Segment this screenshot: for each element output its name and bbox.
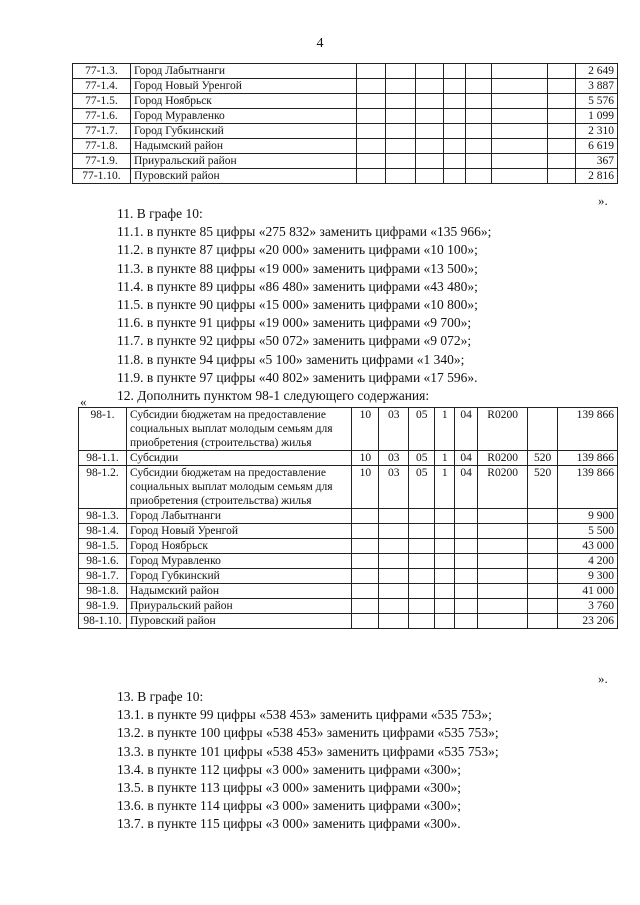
code-cell: [478, 584, 528, 599]
code-cell: [528, 614, 558, 629]
table-row: [73, 94, 618, 109]
section-13-item: 13.5. в пункте 113 цифры «3 000» заменить цифрами «300»;: [117, 780, 462, 796]
section-11-item: 11.7. в пункте 92 цифры «50 072» заменить цифрами «9 072»;: [117, 333, 472, 349]
code-cell: 10: [352, 408, 379, 451]
table-row: [79, 614, 618, 629]
code-cell: 10: [352, 451, 379, 466]
code-cell: [455, 524, 478, 539]
code-cell: [444, 79, 466, 94]
code-cell: [455, 509, 478, 524]
row-number: 77-1.4.: [73, 79, 131, 94]
code-cell: [409, 614, 435, 629]
code-cell: [409, 554, 435, 569]
code-cell: [435, 584, 455, 599]
row-value: 3 887: [575, 79, 617, 94]
section-13-item: 13.2. в пункте 100 цифры «538 453» заменить цифрами «535 753»;: [117, 725, 499, 741]
code-cell: [492, 124, 548, 139]
code-cell: [528, 509, 558, 524]
table-row: [79, 524, 618, 539]
row-value: 139 866: [558, 451, 618, 466]
code-cell: [352, 569, 379, 584]
section-13-item: 13.1. в пункте 99 цифры «538 453» заменить цифрами «535 753»;: [117, 707, 492, 723]
code-cell: [356, 124, 386, 139]
row-value: 2 310: [575, 124, 617, 139]
code-cell: [386, 139, 416, 154]
table-row: [73, 154, 618, 169]
section-11-item: 11.5. в пункте 90 цифры «15 000» заменить цифрами «10 800»;: [117, 297, 478, 313]
code-cell: [379, 569, 409, 584]
code-cell: 05: [409, 408, 435, 451]
code-cell: [352, 614, 379, 629]
row-name: Надымский район: [126, 584, 351, 599]
row-number: 98-1.2.: [79, 466, 127, 509]
code-cell: [455, 569, 478, 584]
code-cell: [386, 64, 416, 79]
code-cell: [492, 64, 548, 79]
code-cell: [435, 599, 455, 614]
code-cell: [492, 154, 548, 169]
row-number: 77-1.8.: [73, 139, 131, 154]
row-number: 98-1.7.: [79, 569, 127, 584]
code-cell: [356, 169, 386, 184]
code-cell: [444, 169, 466, 184]
code-cell: [379, 584, 409, 599]
code-cell: 05: [409, 466, 435, 509]
row-value: 6 619: [575, 139, 617, 154]
table-row: [73, 124, 618, 139]
code-cell: [548, 169, 576, 184]
code-cell: [528, 584, 558, 599]
code-cell: 03: [379, 466, 409, 509]
code-cell: [455, 584, 478, 599]
code-cell: [356, 79, 386, 94]
code-cell: [478, 614, 528, 629]
code-cell: [416, 79, 444, 94]
table-row: [79, 408, 618, 451]
code-cell: [455, 614, 478, 629]
row-name: Город Муравленко: [126, 554, 351, 569]
code-cell: [379, 539, 409, 554]
code-cell: [416, 154, 444, 169]
code-cell: [416, 64, 444, 79]
code-cell: R0200: [478, 408, 528, 451]
table-row: [79, 539, 618, 554]
code-cell: [352, 599, 379, 614]
code-cell: [379, 599, 409, 614]
row-value: 1 099: [575, 109, 617, 124]
code-cell: [444, 124, 466, 139]
budget-table-98-1: [78, 407, 618, 629]
code-cell: [352, 509, 379, 524]
section-11-item: 11.8. в пункте 94 цифры «5 100» заменить цифрами «1 340»;: [117, 351, 465, 367]
code-cell: 520: [528, 466, 558, 509]
row-value: 9 300: [558, 569, 618, 584]
code-cell: R0200: [478, 451, 528, 466]
code-cell: 10: [352, 466, 379, 509]
table-row: [73, 64, 618, 79]
row-name: Приуральский район: [130, 154, 356, 169]
code-cell: [455, 554, 478, 569]
row-number: 98-1.: [79, 408, 127, 451]
code-cell: 520: [528, 451, 558, 466]
row-number: 77-1.6.: [73, 109, 131, 124]
code-cell: [548, 79, 576, 94]
section-11-item: 11.1. в пункте 85 цифры «275 832» заменить цифрами «135 966»;: [117, 224, 492, 240]
code-cell: [466, 109, 492, 124]
code-cell: [492, 109, 548, 124]
code-cell: [386, 169, 416, 184]
table2-closing-mark: ».: [598, 671, 608, 686]
code-cell: 03: [379, 451, 409, 466]
code-cell: [409, 599, 435, 614]
code-cell: [416, 139, 444, 154]
code-cell: [466, 94, 492, 109]
code-cell: [386, 154, 416, 169]
code-cell: [528, 408, 558, 451]
row-value: 5 576: [575, 94, 617, 109]
code-cell: [478, 524, 528, 539]
row-value: 367: [575, 154, 617, 169]
section-11-item: 11.3. в пункте 88 цифры «19 000» заменить цифрами «13 500»;: [117, 260, 478, 276]
row-name: Город Новый Уренгой: [126, 524, 351, 539]
code-cell: 03: [379, 408, 409, 451]
code-cell: [466, 124, 492, 139]
section-11-item: 11.2. в пункте 87 цифры «20 000» заменить цифрами «10 100»;: [117, 242, 478, 258]
row-name: Пуровский район: [126, 614, 351, 629]
code-cell: [379, 554, 409, 569]
code-cell: [466, 79, 492, 94]
section-13-item: 13.6. в пункте 114 цифры «3 000» заменить цифрами «300»;: [117, 798, 462, 814]
code-cell: [352, 554, 379, 569]
code-cell: [548, 139, 576, 154]
code-cell: [416, 169, 444, 184]
code-cell: [478, 554, 528, 569]
table-row: [73, 169, 618, 184]
row-name: Надымский район: [130, 139, 356, 154]
row-number: 98-1.8.: [79, 584, 127, 599]
row-number: 77-1.9.: [73, 154, 131, 169]
table-row: [79, 451, 618, 466]
code-cell: 1: [435, 408, 455, 451]
row-name: Приуральский район: [126, 599, 351, 614]
code-cell: [528, 539, 558, 554]
code-cell: 04: [455, 408, 478, 451]
row-value: 2 816: [575, 169, 617, 184]
code-cell: [409, 584, 435, 599]
code-cell: [386, 109, 416, 124]
code-cell: [356, 139, 386, 154]
table-row: [79, 584, 618, 599]
row-value: 3 760: [558, 599, 618, 614]
code-cell: [409, 569, 435, 584]
row-name: Город Губкинский: [130, 124, 356, 139]
row-number: 77-1.3.: [73, 64, 131, 79]
code-cell: [386, 124, 416, 139]
row-name: Город Ноябрьск: [130, 94, 356, 109]
section-11-item: 11.4. в пункте 89 цифры «86 480» заменить цифрами «43 480»;: [117, 278, 478, 294]
page-number: 4: [316, 36, 324, 51]
code-cell: [356, 64, 386, 79]
code-cell: [492, 94, 548, 109]
code-cell: [528, 599, 558, 614]
budget-table-77: [72, 63, 618, 184]
code-cell: [356, 154, 386, 169]
code-cell: [356, 109, 386, 124]
row-name: Субсидии: [126, 451, 351, 466]
row-value: 5 500: [558, 524, 618, 539]
code-cell: 1: [435, 451, 455, 466]
code-cell: 05: [409, 451, 435, 466]
code-cell: [435, 569, 455, 584]
row-name: Город Новый Уренгой: [130, 79, 356, 94]
code-cell: [435, 614, 455, 629]
code-cell: [435, 539, 455, 554]
row-number: 98-1.3.: [79, 509, 127, 524]
row-number: 98-1.5.: [79, 539, 127, 554]
open-quote: «: [80, 394, 87, 409]
row-value: 139 866: [558, 408, 618, 451]
code-cell: [386, 79, 416, 94]
row-value: 139 866: [558, 466, 618, 509]
code-cell: [444, 139, 466, 154]
code-cell: [478, 599, 528, 614]
code-cell: [386, 94, 416, 109]
section-13-item: 13.3. в пункте 101 цифры «538 453» заменить цифрами «535 753»;: [117, 743, 499, 759]
code-cell: [548, 64, 576, 79]
row-name: Город Лабытнанги: [130, 64, 356, 79]
table-row: [79, 569, 618, 584]
code-cell: [548, 109, 576, 124]
code-cell: [416, 124, 444, 139]
code-cell: [478, 539, 528, 554]
row-value: 43 000: [558, 539, 618, 554]
row-value: 23 206: [558, 614, 618, 629]
code-cell: 04: [455, 466, 478, 509]
row-number: 98-1.10.: [79, 614, 127, 629]
code-cell: [379, 524, 409, 539]
table1-closing-mark: ».: [598, 193, 608, 208]
code-cell: [466, 139, 492, 154]
code-cell: [528, 524, 558, 539]
section-13: [117, 688, 499, 834]
code-cell: [548, 124, 576, 139]
code-cell: [416, 94, 444, 109]
code-cell: [409, 539, 435, 554]
code-cell: [548, 154, 576, 169]
code-cell: [528, 554, 558, 569]
section-13-item: 13.7. в пункте 115 цифры «3 000» заменить цифрами «300».: [117, 816, 461, 832]
code-cell: [478, 509, 528, 524]
table-row: [79, 466, 618, 509]
code-cell: [435, 554, 455, 569]
code-cell: [548, 94, 576, 109]
section-11: [117, 205, 491, 405]
table-row: [79, 554, 618, 569]
code-cell: [455, 599, 478, 614]
code-cell: 04: [455, 451, 478, 466]
code-cell: [356, 94, 386, 109]
table-row: [79, 509, 618, 524]
row-name: Город Ноябрьск: [126, 539, 351, 554]
code-cell: [444, 64, 466, 79]
row-number: 77-1.5.: [73, 94, 131, 109]
row-name: Пуровский район: [130, 169, 356, 184]
code-cell: [435, 509, 455, 524]
code-cell: [492, 79, 548, 94]
section-11-heading: 11. В графе 10:: [117, 206, 203, 221]
code-cell: [409, 524, 435, 539]
row-number: 98-1.1.: [79, 451, 127, 466]
code-cell: [379, 614, 409, 629]
code-cell: [466, 169, 492, 184]
code-cell: [409, 509, 435, 524]
code-cell: [466, 154, 492, 169]
row-value: 2 649: [575, 64, 617, 79]
table-row: [79, 599, 618, 614]
row-value: 41 000: [558, 584, 618, 599]
code-cell: [352, 524, 379, 539]
code-cell: 1: [435, 466, 455, 509]
row-name: Субсидии бюджетам на предоставление социальных выплат молодым семьям для приобретения (строительства) жилья: [126, 408, 351, 451]
row-name: Субсидии бюджетам на предоставление социальных выплат молодым семьям для приобретения (строительства) жилья: [126, 466, 351, 509]
section-13-heading: 13. В графе 10:: [117, 689, 204, 704]
table-row: [73, 139, 618, 154]
code-cell: [416, 109, 444, 124]
code-cell: [352, 584, 379, 599]
code-cell: [492, 139, 548, 154]
code-cell: [492, 169, 548, 184]
code-cell: [478, 569, 528, 584]
section-13-item: 13.4. в пункте 112 цифры «3 000» заменить цифрами «300»;: [117, 761, 462, 777]
code-cell: [528, 569, 558, 584]
row-number: 77-1.7.: [73, 124, 131, 139]
code-cell: [466, 64, 492, 79]
row-number: 77-1.10.: [73, 169, 131, 184]
code-cell: R0200: [478, 466, 528, 509]
row-number: 98-1.9.: [79, 599, 127, 614]
table-row: [73, 79, 618, 94]
code-cell: [379, 509, 409, 524]
code-cell: [444, 154, 466, 169]
code-cell: [455, 539, 478, 554]
row-number: 98-1.6.: [79, 554, 127, 569]
section-11-item: 11.6. в пункте 91 цифры «19 000» заменить цифрами «9 700»;: [117, 315, 472, 331]
section-11-item: 11.9. в пункте 97 цифры «40 802» заменить цифрами «17 596».: [117, 369, 478, 385]
table-row: [73, 109, 618, 124]
row-value: 4 200: [558, 554, 618, 569]
code-cell: [435, 524, 455, 539]
section-12-heading: 12. Дополнить пунктом 98-1 следующего содержания:: [117, 388, 430, 404]
code-cell: [444, 94, 466, 109]
code-cell: [444, 109, 466, 124]
row-name: Город Муравленко: [130, 109, 356, 124]
row-name: Город Лабытнанги: [126, 509, 351, 524]
row-number: 98-1.4.: [79, 524, 127, 539]
row-value: 9 900: [558, 509, 618, 524]
code-cell: [352, 539, 379, 554]
row-name: Город Губкинский: [126, 569, 351, 584]
